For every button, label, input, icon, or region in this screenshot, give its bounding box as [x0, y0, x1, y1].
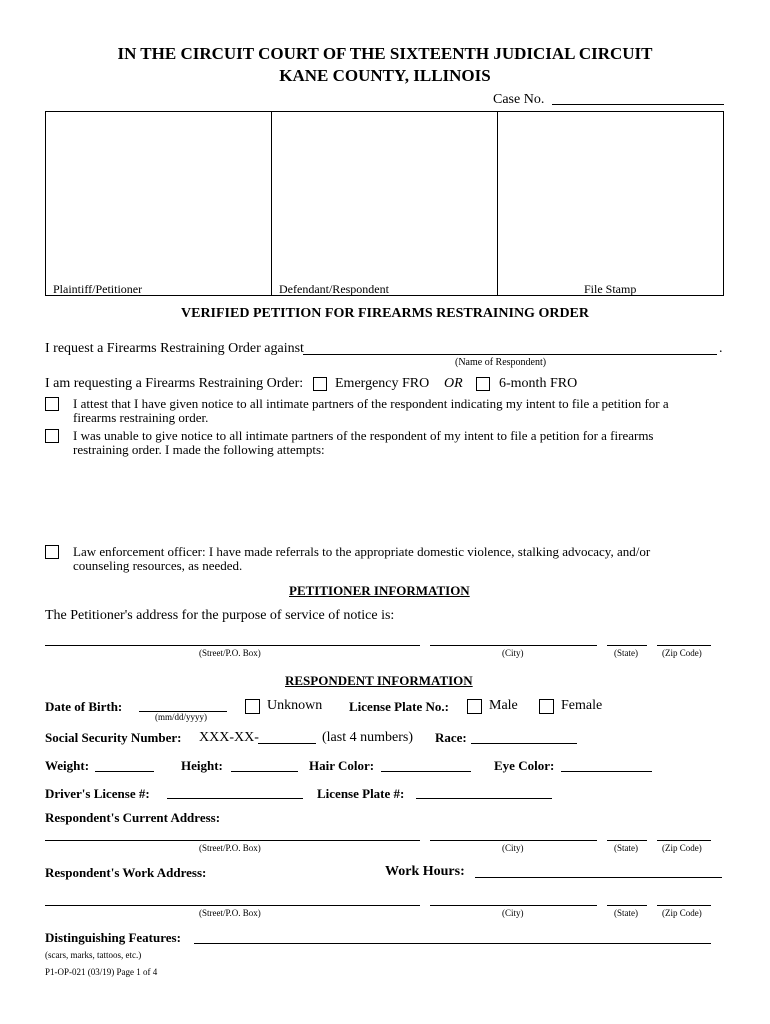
emergency-fro-checkbox[interactable]	[313, 377, 327, 391]
six-month-fro-label: 6-month FRO	[499, 376, 578, 391]
plaintiff-label: Plaintiff/Petitioner	[53, 282, 143, 296]
petitioner-street-field[interactable]	[45, 645, 420, 646]
petitioner-state-field[interactable]	[607, 645, 647, 646]
work-city-field[interactable]	[430, 905, 597, 906]
race-label: Race:	[435, 730, 467, 745]
attest-line2: firearms restraining order.	[73, 410, 209, 425]
state-caption: (State)	[614, 843, 638, 853]
city-caption: (City)	[502, 908, 524, 918]
county-name: KANE COUNTY, ILLINOIS	[279, 66, 491, 85]
respondent-name-field[interactable]	[303, 354, 717, 355]
attempts-field[interactable]	[73, 460, 723, 536]
plaintiff-box[interactable]	[46, 112, 270, 282]
weight-field[interactable]	[95, 771, 154, 772]
petitioner-city-field[interactable]	[430, 645, 597, 646]
ssn-suffix: (last 4 numbers)	[322, 730, 413, 745]
current-address-label: Respondent's Current Address:	[45, 810, 221, 825]
street-caption: (Street/P.O. Box)	[199, 843, 261, 853]
case-no-label: Case No.	[493, 92, 545, 107]
ssn-last4-field[interactable]	[258, 743, 316, 744]
features-label: Distinguishing Features:	[45, 930, 181, 945]
emergency-fro-label: Emergency FRO	[335, 376, 430, 391]
defendant-box[interactable]	[272, 112, 496, 282]
street-caption: (Street/P.O. Box)	[199, 648, 261, 658]
zip-caption: (Zip Code)	[662, 908, 702, 918]
dob-caption: (mm/dd/yyyy)	[155, 712, 207, 722]
female-checkbox[interactable]	[539, 699, 554, 714]
race-field[interactable]	[471, 743, 577, 744]
female-label: Female	[561, 698, 603, 713]
current-state-field[interactable]	[607, 840, 647, 841]
case-no-field[interactable]	[552, 104, 724, 105]
dob-label: Date of Birth:	[45, 699, 123, 714]
file-stamp-label: File Stamp	[584, 282, 637, 296]
license-plate-field[interactable]	[416, 798, 552, 799]
defendant-label: Defendant/Respondent	[279, 282, 389, 296]
respondent-heading: RESPONDENT INFORMATION	[285, 673, 473, 688]
caption-divider	[497, 111, 498, 296]
current-zip-field[interactable]	[657, 840, 711, 841]
hair-color-label: Hair Color:	[309, 758, 375, 773]
hair-color-field[interactable]	[381, 771, 471, 772]
drivers-license-label: Driver's License #:	[45, 786, 150, 801]
state-caption: (State)	[614, 908, 638, 918]
petitioner-address-text: The Petitioner's address for the purpose of service of notice is:	[45, 608, 395, 623]
six-month-fro-checkbox[interactable]	[476, 377, 490, 391]
ssn-label: Social Security Number:	[45, 730, 182, 745]
eye-color-field[interactable]	[561, 771, 652, 772]
drivers-license-field[interactable]	[167, 798, 303, 799]
state-caption: (State)	[614, 648, 638, 658]
work-hours-label: Work Hours:	[385, 864, 465, 879]
current-city-field[interactable]	[430, 840, 597, 841]
street-caption: (Street/P.O. Box)	[199, 908, 261, 918]
dob-unknown-checkbox[interactable]	[245, 699, 260, 714]
license-plate-label: License Plate #:	[317, 786, 405, 801]
name-caption: (Name of Respondent)	[455, 357, 547, 368]
work-zip-field[interactable]	[657, 905, 711, 906]
features-field[interactable]	[194, 943, 711, 944]
work-state-field[interactable]	[607, 905, 647, 906]
height-label: Height:	[181, 758, 223, 773]
law-enforcement-line1: Law enforcement officer: I have made referrals to the appropriate domestic violence, stalking advocacy, and/or	[73, 544, 651, 559]
male-checkbox[interactable]	[467, 699, 482, 714]
work-hours-field[interactable]	[475, 877, 722, 878]
weight-label: Weight:	[45, 758, 90, 773]
form-title: VERIFIED PETITION FOR FIREARMS RESTRAINING ORDER	[181, 306, 589, 321]
petitioner-heading: PETITIONER INFORMATION	[289, 583, 470, 598]
unable-notice-checkbox[interactable]	[45, 429, 59, 443]
current-street-field[interactable]	[45, 840, 420, 841]
features-caption: (scars, marks, tattoos, etc.)	[45, 950, 142, 960]
city-caption: (City)	[502, 648, 524, 658]
zip-caption: (Zip Code)	[662, 843, 702, 853]
eye-color-label: Eye Color:	[494, 758, 555, 773]
unable-line2: restraining order. I made the following attempts:	[73, 442, 325, 457]
city-caption: (City)	[502, 843, 524, 853]
height-field[interactable]	[231, 771, 298, 772]
request-text: I request a Firearms Restraining Order against	[45, 341, 304, 356]
law-enforcement-line2: counseling resources, as needed.	[73, 558, 243, 573]
zip-caption: (Zip Code)	[662, 648, 702, 658]
work-street-field[interactable]	[45, 905, 420, 906]
petitioner-zip-field[interactable]	[657, 645, 711, 646]
form-id: P1-OP-021 (03/19) Page 1 of 4	[45, 967, 158, 977]
request-period: .	[719, 341, 723, 356]
court-name: IN THE CIRCUIT COURT OF THE SIXTEENTH JUDICIAL CIRCUIT	[117, 44, 653, 63]
male-label: Male	[489, 698, 518, 713]
requesting-text: I am requesting a Firearms Restraining Order:	[45, 376, 304, 391]
attest-notice-checkbox[interactable]	[45, 397, 59, 411]
law-enforcement-checkbox[interactable]	[45, 545, 59, 559]
attest-line1: I attest that I have given notice to all intimate partners of the respondent indicating my intent to file a petition for a	[73, 396, 669, 411]
work-address-label: Respondent's Work Address:	[45, 865, 207, 880]
license-plate-no-label: License Plate No.:	[349, 699, 450, 714]
unable-line1: I was unable to give notice to all intimate partners of the respondent of my intent to file a petition for a firearms	[73, 428, 654, 443]
or-label: OR	[444, 376, 463, 391]
ssn-prefix: XXX-XX-	[199, 730, 259, 745]
unknown-label: Unknown	[267, 698, 323, 713]
